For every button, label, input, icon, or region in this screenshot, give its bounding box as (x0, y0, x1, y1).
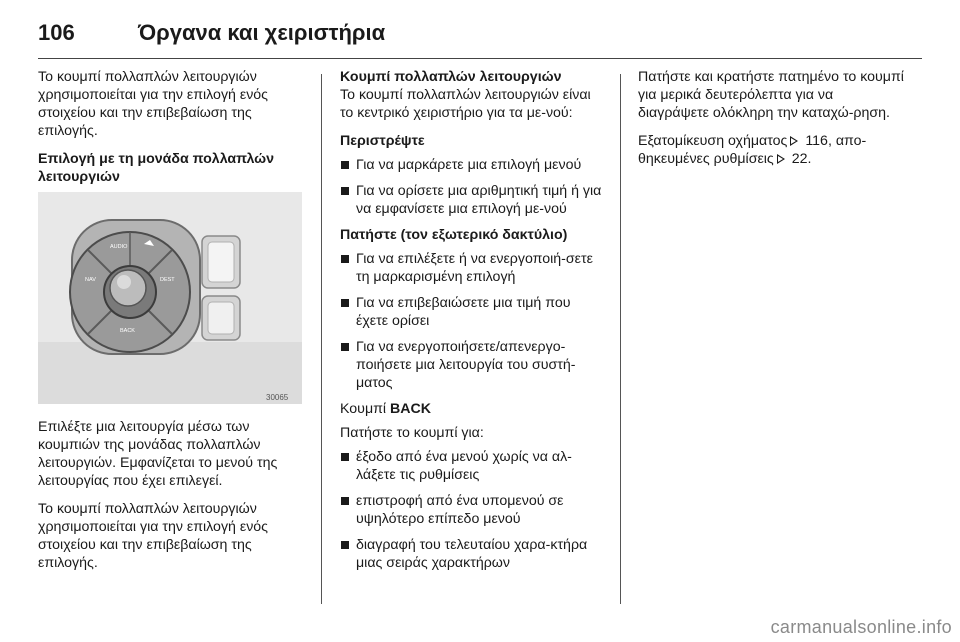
nav-label: NAV (85, 277, 96, 283)
list-item: Για να μαρκάρετε μια επιλογή μενού (340, 156, 606, 174)
list-item: Για να επιλέξετε ή να ενεργοποιή‐σετε τη μαρκαρισμένη επιλογή (340, 250, 606, 286)
dest-label: DEST (160, 277, 175, 283)
list-item: επιστροφή από ένα υπομενού σε υψηλότερο επίπεδο μενού (340, 492, 606, 528)
list-item: Για να επιβεβαιώσετε μια τιμή που έχετε ορίσει (340, 294, 606, 330)
knob-intro: Το κουμπί πολλαπλών λειτουργιών είναι το κεντρικό χειριστήριο για τα με‐νού: (340, 87, 591, 121)
back-prefix: Κουμπί (340, 401, 390, 417)
back-label: BACK (120, 328, 135, 334)
back-list (340, 448, 606, 572)
ref-text-2: 116, απο‐θηκευμένες ρυθμίσεις (638, 133, 867, 167)
back-button-name: BACK (390, 401, 431, 417)
turn-list (340, 156, 606, 218)
list-item: Για να ενεργοποιήσετε/απενεργο‐ποιήσετε μια λειτουργία του συστή‐ματος (340, 338, 606, 392)
turn-heading: Περιστρέψτε (340, 133, 425, 149)
section-heading-multifunction-unit: Επιλογή με τη μονάδα πολλαπλών λειτουργιών (38, 151, 275, 185)
intro-paragraph: Το κουμπί πολλαπλών λειτουργιών χρησιμοποιείται για την επιλογή ενός στοιχείου και την επιβεβαίωση της επιλογής. (38, 69, 269, 139)
multifunction-unit-photo (38, 192, 302, 404)
column-1 (38, 68, 306, 582)
list-item: έξοδο από ένα μενού χωρίς να αλ‐λάξετε τις ρυθμίσεις (340, 448, 606, 484)
column-divider-2 (620, 74, 621, 604)
press-heading: Πατήστε (τον εξωτερικό δακτύλιο) (340, 227, 568, 243)
header-rule (38, 58, 922, 59)
section-heading-multifunction-knob: Κουμπί πολλαπλών λειτουργιών (340, 69, 562, 85)
column-3 (638, 68, 908, 178)
paragraph-select-function: Επιλέξτε μια λειτουργία μέσω των κουμπιών της μονάδας πολλαπλών λειτουργιών. Εμφανίζεται το μενού της λειτουργίας που έχει επιλεγεί. (38, 419, 278, 489)
page-number: 106 (38, 20, 75, 45)
chapter-title: Όργανα και χειριστήρια (138, 20, 386, 45)
list-item: Για να ορίσετε μια αριθμητική τιμή ή για να εμφανίσετε μια επιλογή με‐νού (340, 182, 606, 218)
ref-text-1: Εξατομίκευση οχήματος (638, 133, 788, 149)
paragraph-multifunction-use: Το κουμπί πολλαπλών λειτουργιών χρησιμοποιείται για την επιλογή ενός στοιχείου και την επιβεβαίωση της επιλογής. (38, 501, 269, 571)
page-header (38, 14, 920, 54)
paragraph-press-hold: Πατήστε και κρατήστε πατημένο το κουμπί για μερικά δευτερόλεπτα για να διαγράψετε ολόκληρη την καταχώ‐ρηση. (638, 69, 904, 121)
column-2 (340, 68, 606, 580)
list-item: διαγραφή του τελευταίου χαρα‐κτήρα μιας σειράς χαρακτήρων (340, 536, 606, 572)
image-number: 30065 (266, 393, 289, 402)
back-button-heading (340, 400, 606, 418)
press-list (340, 250, 606, 392)
audio-label: AUDIO (110, 244, 128, 250)
ref-text-3: 22. (787, 151, 812, 167)
column-divider-1 (321, 74, 322, 604)
back-intro: Πατήστε το κουμπί για: (340, 425, 484, 441)
paragraph-references (638, 132, 908, 168)
page-reference-icon[interactable] (790, 136, 798, 146)
page-reference-icon[interactable] (777, 154, 785, 164)
watermark: carmanualsonline.info (770, 617, 952, 637)
